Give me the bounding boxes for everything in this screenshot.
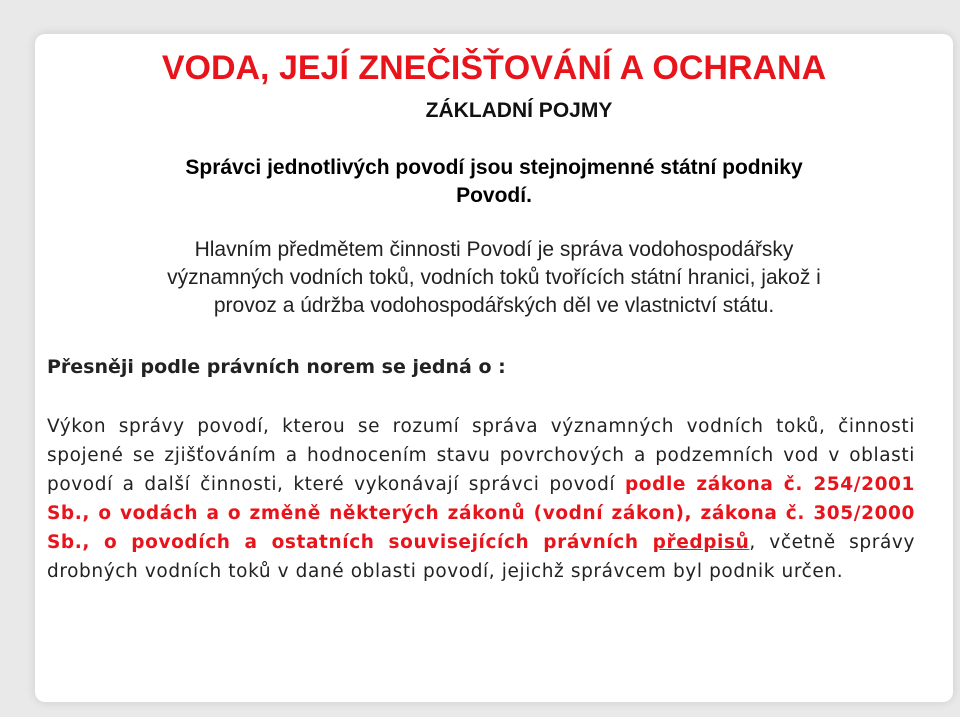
- river-basin-administrators-text: [35, 154, 953, 210]
- slide: [35, 34, 953, 702]
- main-subject-line-1: Hlavním předmětem činnosti Povodí je správa vodohospodářsky: [194, 238, 794, 261]
- paragraph-intro: Výkon správy povodí, kterou se rozumí správa významných vodních toků, činnosti spojené se zjišťováním a hodnocením stavu povrchových a podzemních vod v oblasti povodí a další činnosti, které vykonávají správci povodí: [47, 416, 915, 495]
- slide-subtitle: ZÁKLADNÍ POJMY: [425, 99, 613, 122]
- legal-definition-paragraph: [47, 412, 915, 586]
- main-subject-line-3: provoz a údržba vodohospodářských děl ve vlastnictví státu.: [213, 294, 775, 317]
- main-subject-text: [45, 236, 943, 320]
- admins-line-2: Povodí.: [456, 184, 532, 207]
- law-reference: podle zákona č. 254/2001 Sb., o vodách a o změně některých zákonů (vodní zákon), zákona č. 305/2000 Sb., o povodích a ostatních souvisejících právních: [47, 474, 915, 553]
- legal-definition-heading: Přesněji podle právních norem se jedná o :: [47, 356, 506, 378]
- paragraph-outro: , včetně správy drobných vodních toků v dané oblasti povodí, jejichž správcem byl podnik určen.: [47, 532, 915, 582]
- main-subject-line-2: významných vodních toků, vodních toků tvořících státní hranici, jakož i: [167, 266, 821, 289]
- admins-line-1: Správci jednotlivých povodí jsou stejnojmenné státní podniky: [185, 156, 803, 179]
- slide-title: VODA, JEJÍ ZNEČIŠŤOVÁNÍ A OCHRANA: [161, 49, 827, 87]
- law-reference-underlined: předpisů: [652, 532, 750, 553]
